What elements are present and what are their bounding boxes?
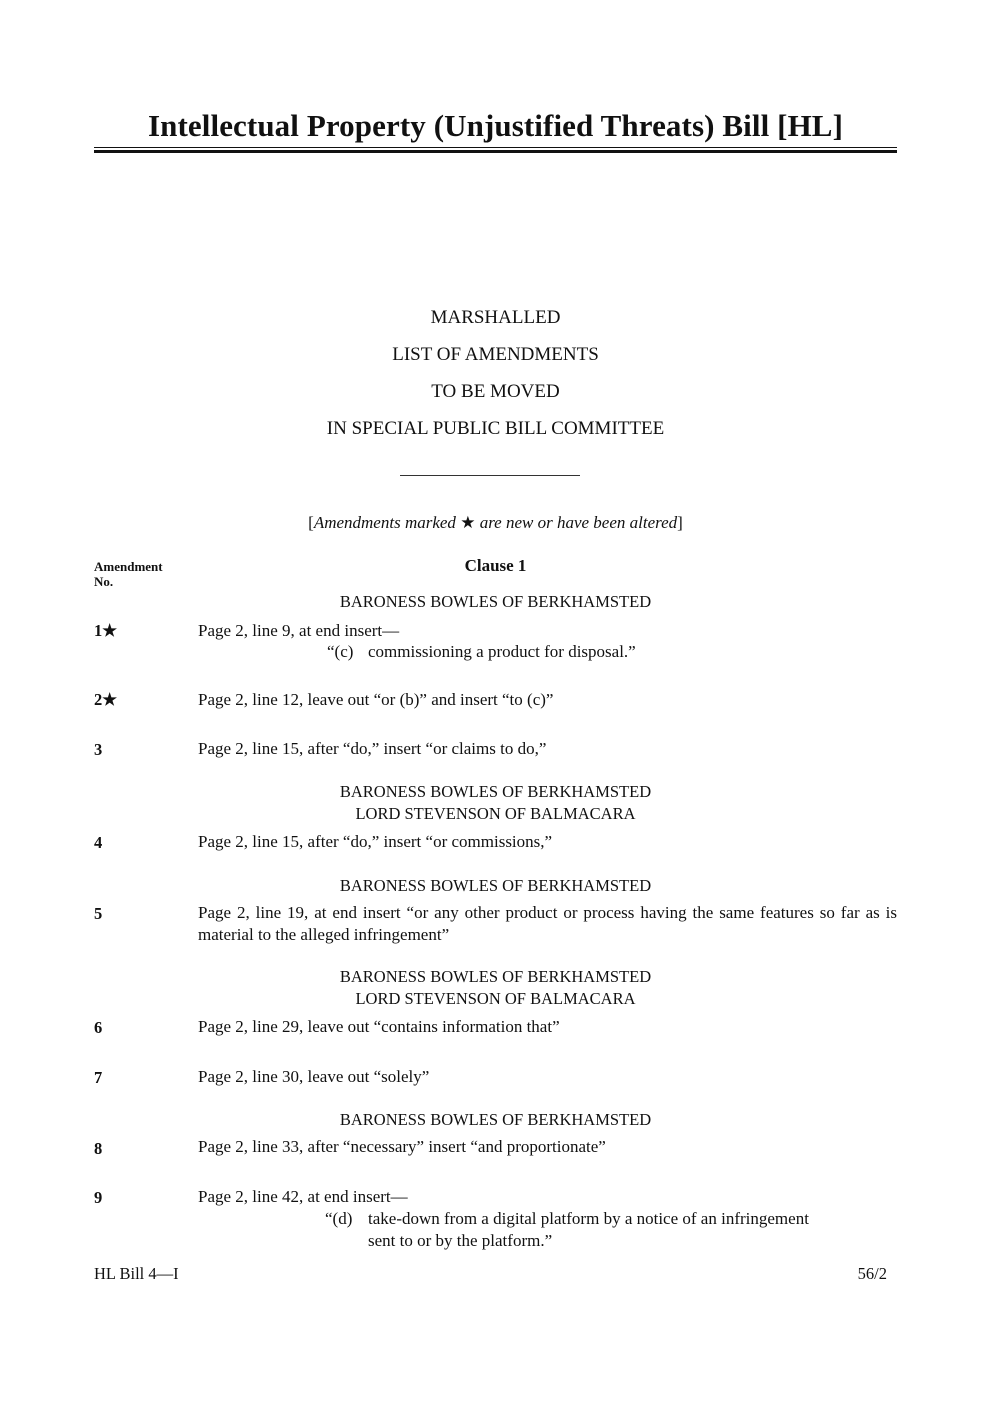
amendment-number: 8	[94, 1139, 103, 1158]
bill-reference: HL Bill 4—I	[94, 1264, 179, 1283]
amendment-number-column-header: Amendment No.	[94, 559, 163, 589]
quote-text: sent to or by the platform.”	[368, 1231, 553, 1250]
member-name: BARONESS BOWLES OF BERKHAMSTED	[339, 1110, 652, 1129]
amendment-text: Page 2, line 33, after “necessary” insert “and proportionate”	[198, 1137, 606, 1156]
quote-label: “(c)	[327, 642, 354, 661]
heading-line-3: TO BE MOVED	[431, 381, 560, 402]
heading-line-4: IN SPECIAL PUBLIC BILL COMMITTEE	[326, 418, 665, 439]
amendments-note: [Amendments marked ★ are new or have been altered]	[308, 513, 683, 532]
amendment-text: Page 2, line 30, leave out “solely”	[198, 1067, 430, 1086]
quote-text: take-down from a digital platform by a notice of an infringement	[368, 1209, 809, 1228]
amendment-text: Page 2, line 42, at end insert—	[198, 1187, 408, 1206]
member-name: LORD STEVENSON OF BALMACARA	[355, 989, 636, 1008]
star-icon: ★	[460, 513, 476, 532]
amendment-text: Page 2, line 19, at end insert “or any other product or process having the same features so far as is material to the alleged infringement”	[198, 903, 897, 944]
amendment-number: 7	[94, 1068, 103, 1087]
page-reference: 56/2	[857, 1264, 887, 1283]
member-name: BARONESS BOWLES OF BERKHAMSTED	[339, 967, 652, 986]
amendment-text: Page 2, line 29, leave out “contains information that”	[198, 1017, 560, 1036]
amendment-number: 1★	[94, 621, 118, 640]
heading-line-2: LIST OF AMENDMENTS	[392, 344, 599, 365]
member-name: BARONESS BOWLES OF BERKHAMSTED	[339, 876, 652, 895]
amendment-number: 6	[94, 1018, 103, 1037]
amendment-text: Page 2, line 15, after “do,” insert “or claims to do,”	[198, 739, 547, 758]
title-rule-thin	[94, 147, 897, 148]
quote-label: “(d)	[325, 1209, 353, 1228]
section-divider	[400, 475, 580, 476]
amendment-number: 9	[94, 1188, 103, 1207]
bill-title: Intellectual Property (Unjustified Threats) Bill [HL]	[147, 108, 843, 143]
amendment-text: Page 2, line 15, after “do,” insert “or commissions,”	[198, 832, 553, 851]
member-name: BARONESS BOWLES OF BERKHAMSTED	[339, 782, 652, 801]
title-rule-thick	[94, 150, 897, 153]
amendment-number: 4	[94, 833, 103, 852]
amendment-text: Page 2, line 12, leave out “or (b)” and insert “to (c)”	[198, 690, 554, 709]
quote-text: commissioning a product for disposal.”	[368, 642, 636, 661]
amendment-number: 5	[94, 904, 103, 923]
amendment-number: 2★	[94, 690, 118, 709]
heading-line-1: MARSHALLED	[430, 307, 561, 328]
amendment-text: Page 2, line 9, at end insert—	[198, 621, 400, 640]
amendment-number: 3	[94, 740, 103, 759]
member-name: LORD STEVENSON OF BALMACARA	[355, 804, 636, 823]
clause-heading: Clause 1	[464, 556, 527, 575]
member-name: BARONESS BOWLES OF BERKHAMSTED	[339, 592, 652, 611]
